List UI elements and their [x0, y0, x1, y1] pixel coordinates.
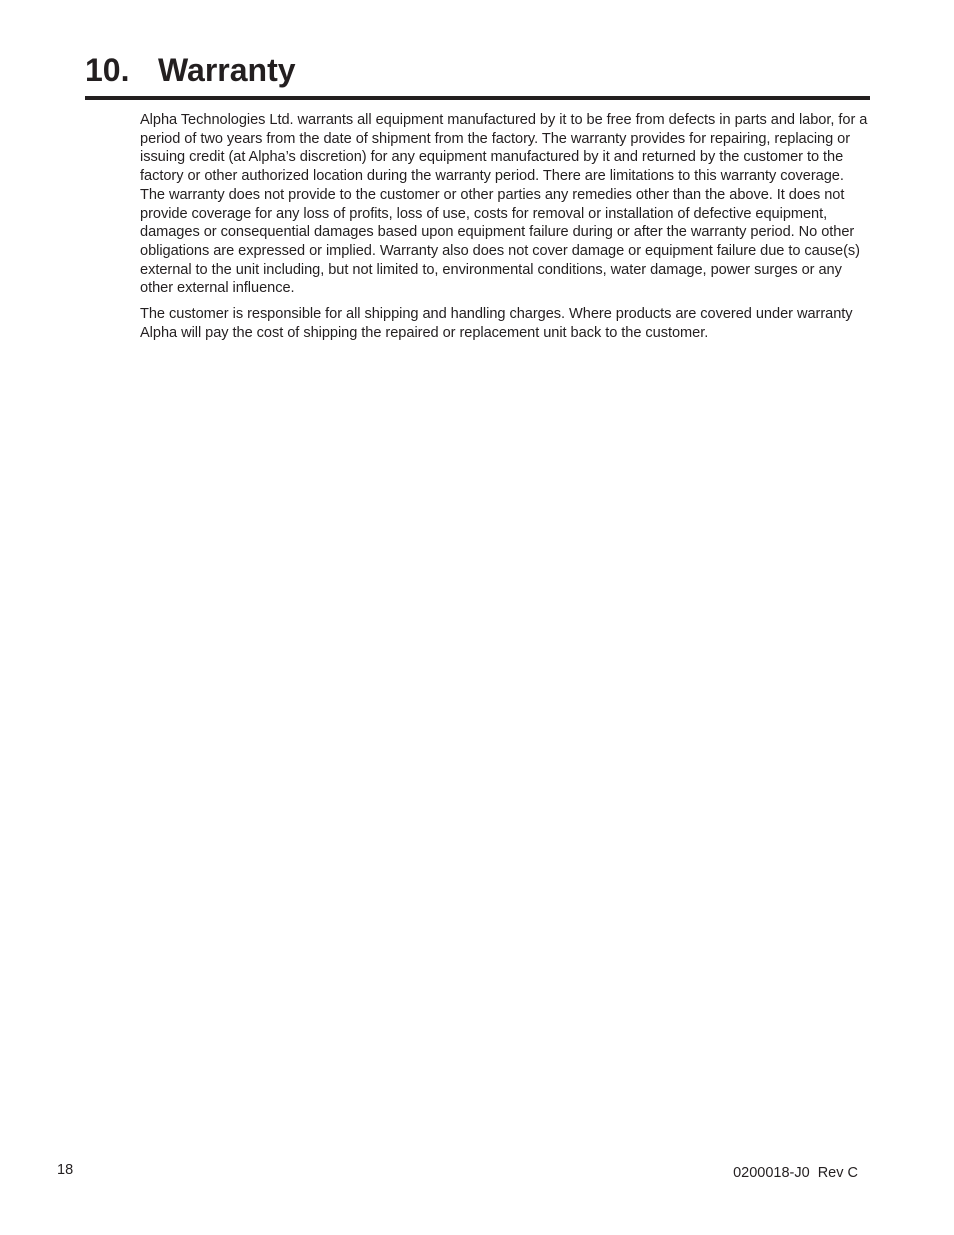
page-number: 18 — [57, 1162, 74, 1178]
section-title: Warranty — [158, 52, 296, 88]
section-number: 10. — [85, 52, 130, 88]
page-footer — [0, 1160, 954, 1184]
heading-rule — [85, 96, 870, 100]
shipping-paragraph: The customer is responsible for all shipping and handling charges. Where products are covered under warranty Alpha will pay the cost of shipping the repaired or replacement unit back to the customer. — [140, 306, 853, 341]
page-header — [85, 50, 870, 100]
warranty-paragraph: Alpha Technologies Ltd. warrants all equipment manufactured by it to be free from defects in parts and labor, for a period of two years from the date of shipment from the factory. The warranty provides for repairing, replacing or issuing credit (at Alpha’s discretion) for any equipment manufactured by it and returned by the customer to the factory or other authorized location during the warranty period. There are limitations to this warranty coverage. The warranty does not provide to the customer or other parties any remedies other than the above. It does not provide coverage for any loss of profits, loss of use, costs for removal or installation of defective equipment, damages or consequential damages based upon equipment failure during or after the warranty period. No other obligations are expressed or implied. Warranty also does not cover damage or equipment failure due to cause(s) external to the unit including, but not limited to, environmental conditions, water damage, power surges or any other external influence. — [140, 112, 868, 297]
document-number: 0200018-J0 Rev C — [733, 1165, 858, 1181]
warranty-body — [140, 111, 870, 349]
section-heading — [85, 50, 296, 90]
